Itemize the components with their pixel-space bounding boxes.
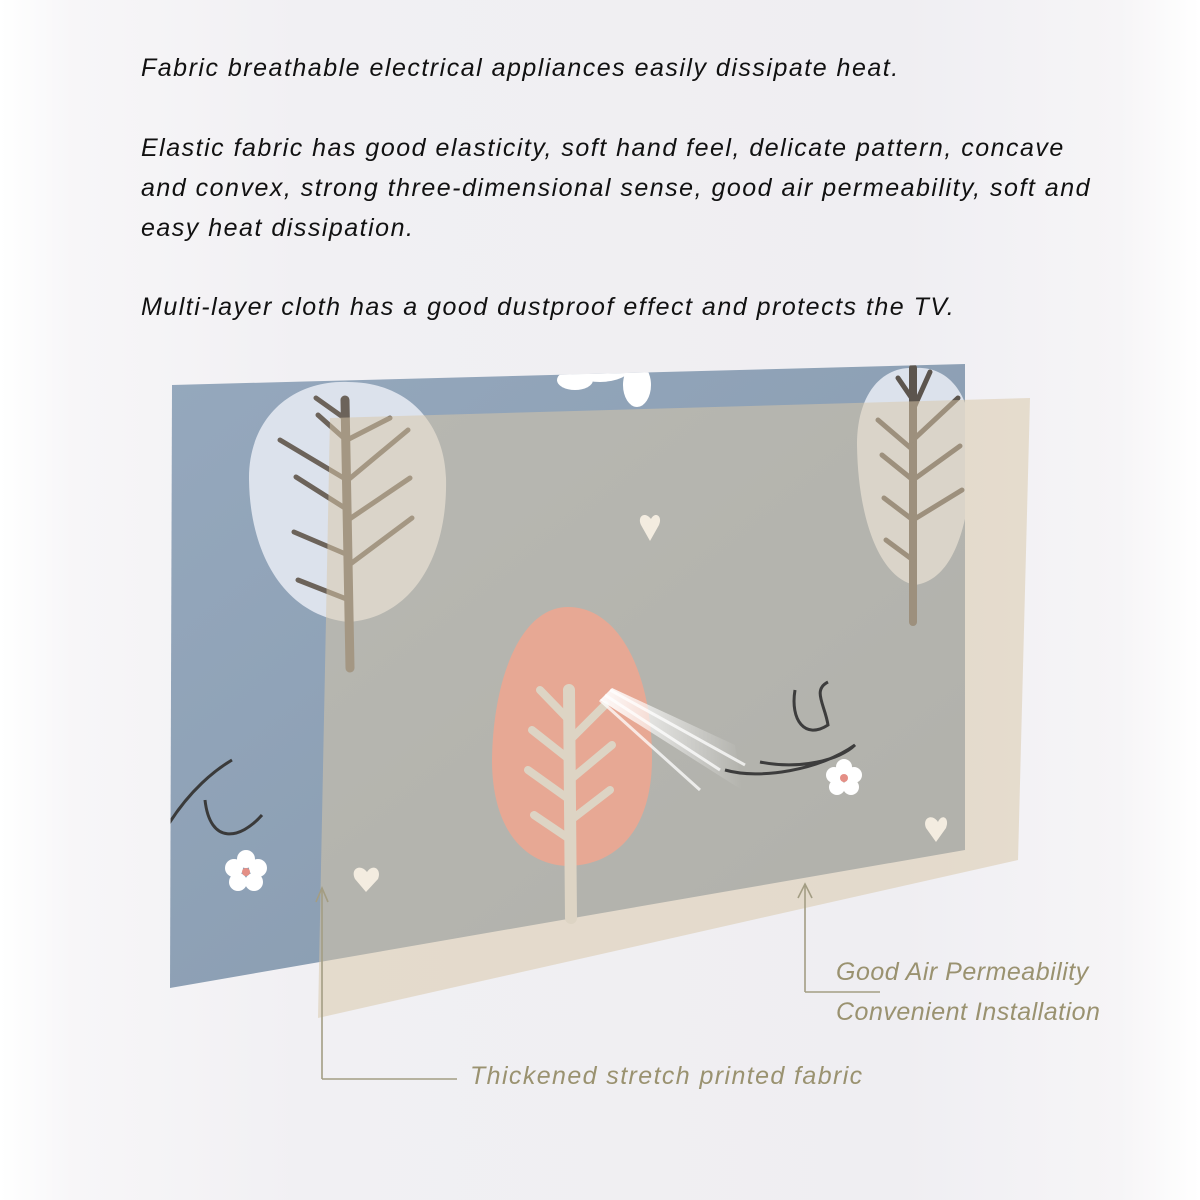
overlay-fabric-layer bbox=[318, 398, 1030, 1018]
callout-fabric-layer: Thickened stretch printed fabric bbox=[470, 1062, 864, 1090]
feature-paragraph-elastic: Elastic fabric has good elasticity, soft hand feel, delicate pattern, concave and convex, strong three-dimensional sense, good air permeability, soft and easy heat dissipation. bbox=[141, 134, 1092, 242]
callout-air-permeability: Good Air Permeability bbox=[836, 958, 1089, 986]
callout-convenient-installation: Convenient Installation bbox=[836, 998, 1101, 1026]
feature-paragraph-dustproof: Multi-layer cloth has a good dustproof effect and protects the TV. bbox=[141, 293, 956, 321]
feature-paragraph-breathable: Fabric breathable electrical appliances easily dissipate heat. bbox=[141, 54, 900, 82]
